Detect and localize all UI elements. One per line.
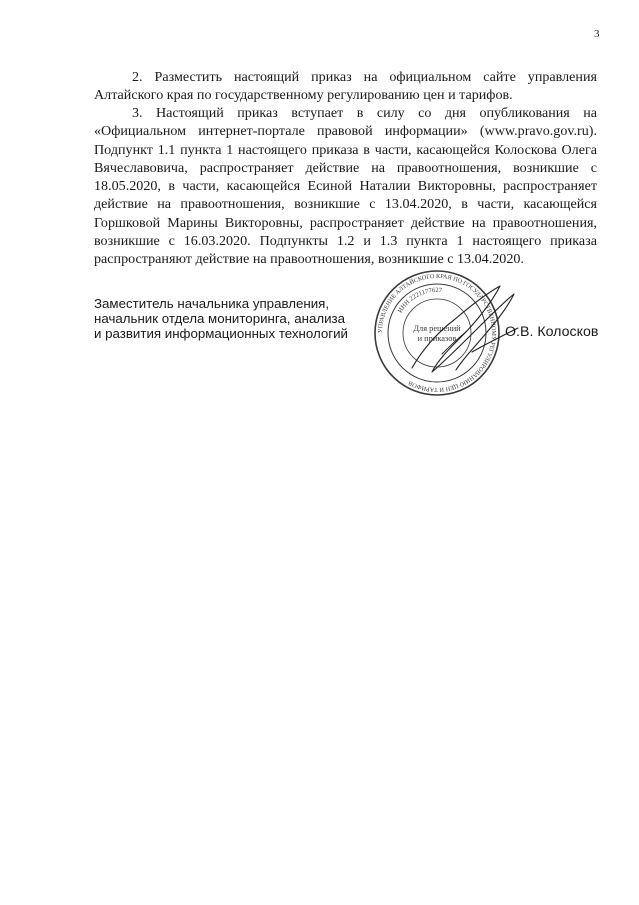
seal-center-line-2: и приказов	[417, 334, 457, 343]
signer-title-line-1: Заместитель начальника управления,	[94, 296, 330, 311]
paragraph-3: 3. Настоящий приказ вступает в силу со дня опубликования на «Официальном интернет-портале правовой информации» (www.pravo.gov.ru). Подпункт 1.1 пункта 1 настоящего приказа в части, касающейся Колоскова Олега Вячеславовича, распространяет действие на правоотношения, возникшие с 18.05.2020, в части, касающейся Есиной Наталии Викторовны, распространяет действие на правоотношения, возникшие с 13.04.2020, в части, касающейся Горшковой Марины Викторовны, распространяет действие на правоотношения, возникшие с 16.03.2020. Подпункты 1.2 и 1.3 пункта 1 настоящего приказа распространяют действие на правоотношения, возникшие с 13.04.2020.	[94, 105, 597, 268]
signer-title	[94, 297, 384, 341]
page-number: 3	[594, 28, 600, 40]
seal-inn-text: ИНН 2221177627	[396, 286, 443, 315]
signer-name: О.В. Колосков	[505, 324, 599, 340]
seal-center-line-1: Для решений	[413, 324, 461, 333]
signer-title-line-2: начальник отдела мониторинга, анализа	[94, 310, 346, 326]
seal-outer-text: УПРАВЛЕНИЕ АЛТАЙСКОГО КРАЯ ПО ГОСУДАРСТВЕННОМУ РЕГУЛИРОВАНИЮ ЦЕН И ТАРИФОВ	[376, 272, 498, 394]
paragraph-2: 2. Разместить настоящий приказ на официальном сайте управления Алтайского края по государственному регулированию цен и тарифов.	[94, 69, 597, 104]
signer-title-line-3: и развития информационных технологий	[94, 325, 348, 341]
